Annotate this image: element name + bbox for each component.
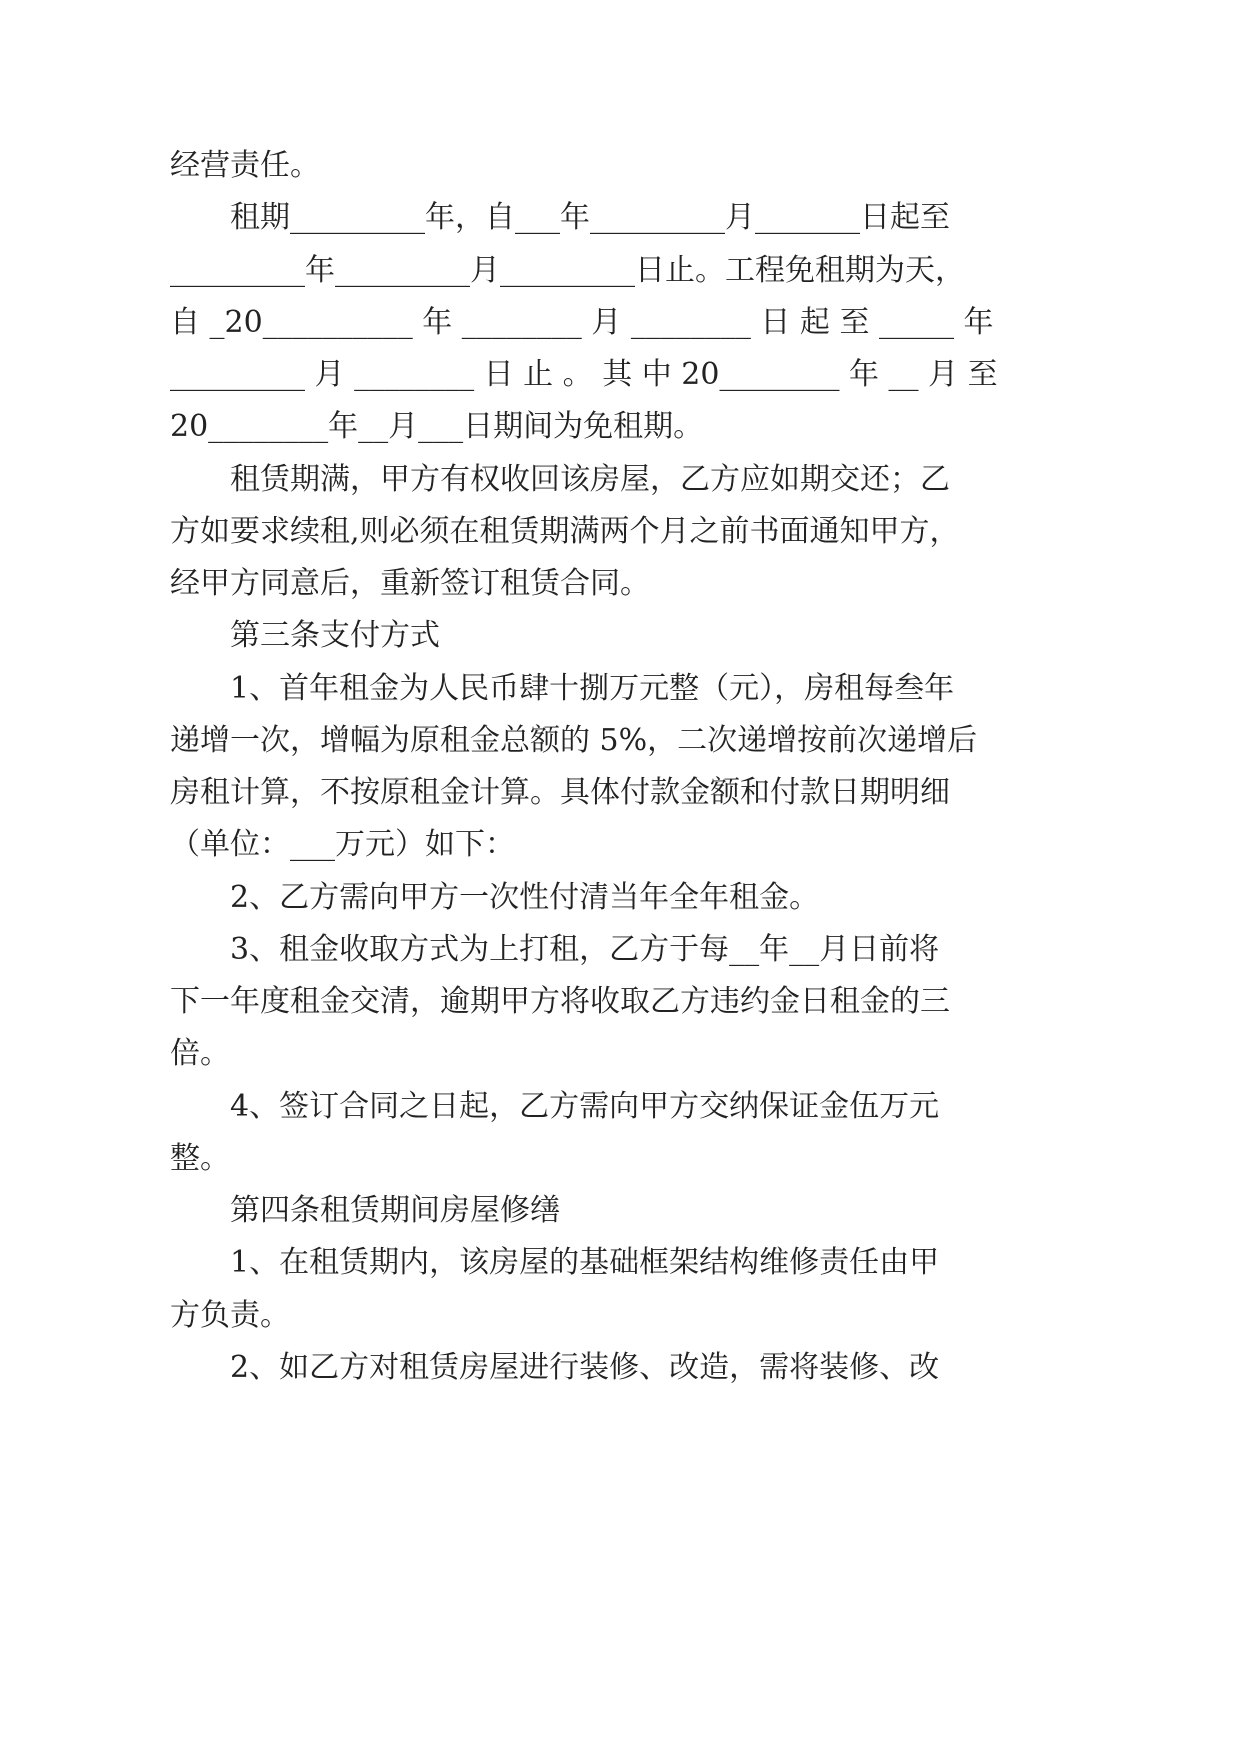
text-line: 方负责。 — [170, 1298, 290, 1333]
text-line: 1、在租赁期内，该房屋的基础框架结构维修责任由甲 — [230, 1245, 940, 1280]
text-line: 倍。 — [170, 1036, 230, 1071]
text-line: 经甲方同意后，重新签订租赁合同。 — [170, 566, 650, 601]
text-line: 房租计算，不按原租金计算。具体付款金额和付款日期明细 — [170, 775, 950, 810]
text-line: 经营责任。 — [170, 148, 320, 183]
text-line: 2、乙方需向甲方一次性付清当年全年租金。 — [230, 880, 820, 915]
text-line: 3、租金收取方式为上打租，乙方于每__年__月日前将 — [230, 932, 940, 967]
section-heading: 第四条租赁期间房屋修缮 — [230, 1193, 560, 1228]
text-line: 递增一次，增幅为原租金总额的 5%，二次递增按前次递增后 — [170, 723, 978, 758]
text-line: _________ 月 ________ 日 止 。 其 中 20________ 年 __ 月 至 — [170, 357, 998, 392]
text-line: 租赁期满，甲方有权收回该房屋，乙方应如期交还；乙 — [230, 462, 950, 497]
section-heading: 第三条支付方式 — [230, 618, 440, 653]
text-line: 下一年度租金交清，逾期甲方将收取乙方违约金日租金的三 — [170, 984, 950, 1019]
text-line: 4、签订合同之日起，乙方需向甲方交纳保证金伍万元 — [230, 1089, 940, 1124]
text-line: _________年_________月_________日止。工程免租期为天， — [170, 253, 965, 288]
text-line: 2、如乙方对租赁房屋进行装修、改造，需将装修、改 — [230, 1350, 940, 1385]
text-line: 整。 — [170, 1141, 230, 1176]
text-line: 租期_________年，自___年_________月_______日起至 — [230, 200, 950, 235]
text-line: 20________年__月___日期间为免租期。 — [170, 409, 704, 444]
text-line: 方如要求续租,则必须在租赁期满两个月之前书面通知甲方， — [170, 514, 960, 549]
text-line: （单位：___万元）如下： — [170, 827, 515, 862]
text-line: 1、首年租金为人民币肆十捌万元整（元），房租每叁年 — [230, 671, 955, 706]
text-line: 自 _20__________ 年 ________ 月 ________ 日 起 至 _____ 年 — [170, 305, 994, 340]
